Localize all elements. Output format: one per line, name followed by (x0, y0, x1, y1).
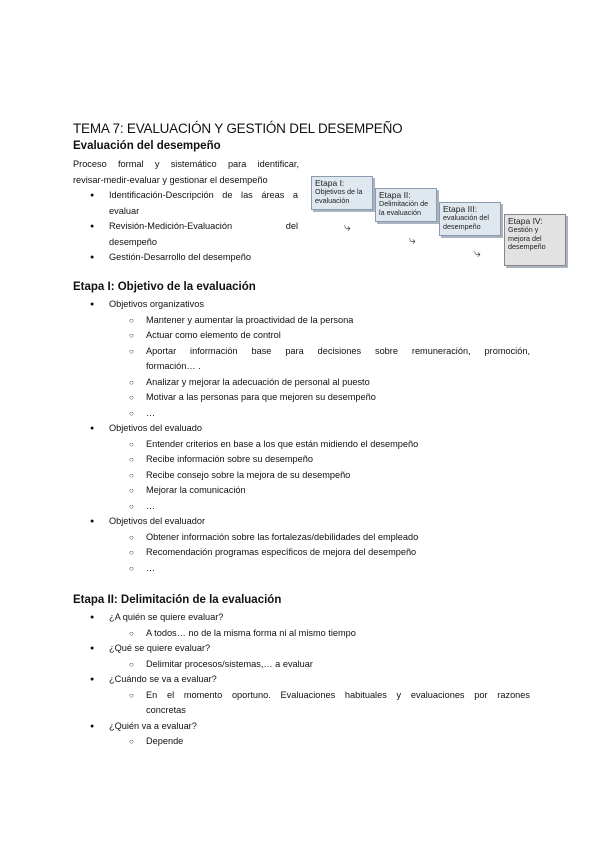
sub-list-item (129, 483, 530, 499)
sub-item-text: Actuar como elemento de control (146, 330, 281, 340)
list-item-text: ● Identificación-Descripción de las áreas a (109, 190, 298, 200)
sub-list (109, 437, 530, 515)
list-item (90, 188, 298, 219)
stage-title: Etapa II: (379, 190, 411, 200)
answer-text: ○ En el momento oportuno. Evaluaciones habituales y evaluaciones por razones (146, 689, 530, 700)
curved-arrow-icon: ⤷ (344, 220, 351, 234)
sub-item-text: Recibe información sobre su desempeño (146, 454, 313, 464)
stage-title: Etapa IV: (508, 216, 543, 226)
answer-text: Depende (146, 736, 184, 746)
sub-item-text: … (146, 407, 156, 418)
list-item (90, 719, 530, 750)
list-item (90, 219, 298, 250)
section-heading-etapa-2: Etapa II: Delimitación de la evaluación (73, 594, 282, 606)
sub-list-item (129, 468, 530, 484)
intro-line: Proceso formal y sistemático para identificar, (73, 159, 299, 169)
sub-list-item (129, 545, 530, 561)
sub-list-item (129, 344, 530, 375)
sub-list-item (129, 561, 530, 577)
list-item-text: desempeño (109, 236, 158, 247)
sub-item-text: Entender criterios en base a los que están midiendo el desempeño (146, 438, 419, 449)
stage-text: Gestión y mejora del desempeño (508, 225, 546, 251)
stage-box (439, 202, 501, 236)
page-title: TEMA 7: EVALUACIÓN Y GESTIÓN DEL DESEMPEÑO (73, 121, 403, 136)
stages-diagram (308, 176, 568, 268)
sub-list-item (129, 688, 530, 719)
sub-item-text: formación… . (146, 361, 201, 371)
sub-item-text: Motivar a las personas para que mejoren su desempeño (146, 392, 376, 402)
answer-text: Delimitar procesos/sistemas,… a evaluar (146, 658, 313, 669)
group-label: Objetivos organizativos (109, 299, 204, 309)
list-item-text: evaluar (109, 205, 140, 216)
questions-list (90, 610, 530, 750)
list-item (90, 250, 298, 266)
curved-arrow-icon: ⤷ (409, 233, 416, 247)
sub-list-item (129, 437, 530, 453)
list-item (90, 514, 530, 576)
list-item-text: ● Revisión-Medición-Evaluación del (109, 221, 298, 231)
sub-item-text: Obtener información sobre las fortalezas/debilidades del empleado (146, 531, 419, 542)
list-item (90, 297, 530, 421)
answer-text: A todos… no de la misma forma ni al mismo tiempo (146, 627, 356, 638)
sub-list-item (129, 390, 530, 406)
sub-list (109, 313, 530, 422)
sub-item-text: Mantener y aumentar la proactividad de la persona (146, 314, 354, 325)
question-text: ¿Cuándo se va a evaluar? (109, 674, 217, 684)
sub-item-text: … (146, 500, 156, 511)
stage-title: Etapa I: (315, 178, 345, 188)
sub-list-item (129, 626, 530, 642)
objectives-list (90, 297, 530, 576)
list-item-text: Gestión-Desarrollo del desempeño (109, 252, 251, 262)
sub-list (109, 688, 530, 719)
sub-item-text: … (146, 562, 156, 573)
list-item (90, 641, 530, 672)
curved-arrow-icon: ⤷ (474, 246, 481, 260)
sub-list (109, 657, 530, 673)
sub-item-text: Mejorar la comunicación (146, 485, 246, 495)
list-item (90, 672, 530, 719)
section-heading-etapa-1: Etapa I: Objetivo de la evaluación (73, 281, 256, 293)
sub-list-item (129, 313, 530, 329)
intro-line: revisar-medir-evaluar y gestionar el desempeño (73, 174, 268, 185)
group-label: Objetivos del evaluador (109, 516, 206, 526)
sub-list-item (129, 499, 530, 515)
stage-text: Objetivos de la evaluación (315, 187, 363, 205)
stage-box (311, 176, 373, 210)
question-text: ¿Qué se quiere evaluar? (109, 643, 211, 653)
sub-list-item (129, 530, 530, 546)
list-item (90, 421, 530, 514)
sub-list-item (129, 657, 530, 673)
sub-list-item (129, 452, 530, 468)
stage-box (375, 188, 437, 222)
sub-list (109, 734, 530, 750)
sub-list (109, 626, 530, 642)
question-text: ¿A quién se quiere evaluar? (109, 612, 224, 622)
sub-list-item (129, 406, 530, 422)
sub-list (109, 530, 530, 577)
intro-paragraph (73, 157, 299, 188)
sub-list-item (129, 734, 530, 750)
sub-list-item (129, 375, 530, 391)
sub-item-text: Analizar y mejorar la adecuación de personal al puesto (146, 376, 370, 387)
section-heading-evaluacion: Evaluación del desempeño (73, 140, 221, 152)
question-text: ¿Quién va a evaluar? (109, 720, 197, 731)
stage-title: Etapa III: (443, 204, 478, 214)
answer-text: concretas (146, 705, 186, 715)
sub-item-text: Recibe consejo sobre la mejora de su desempeño (146, 469, 351, 480)
sub-item-text: Recomendación programas específicos de mejora del desempeño (146, 547, 417, 557)
stage-text: Delimitación de la evaluación (379, 199, 429, 217)
intro-list (90, 188, 298, 266)
group-label: Objetivos del evaluado (109, 423, 202, 433)
sub-item-text: ○ Aportar información base para decisiones sobre remuneración, promoción, (146, 345, 530, 356)
stage-text: evaluación del desempeño (443, 213, 489, 231)
stage-box (504, 214, 566, 266)
sub-list-item (129, 328, 530, 344)
list-item (90, 610, 530, 641)
